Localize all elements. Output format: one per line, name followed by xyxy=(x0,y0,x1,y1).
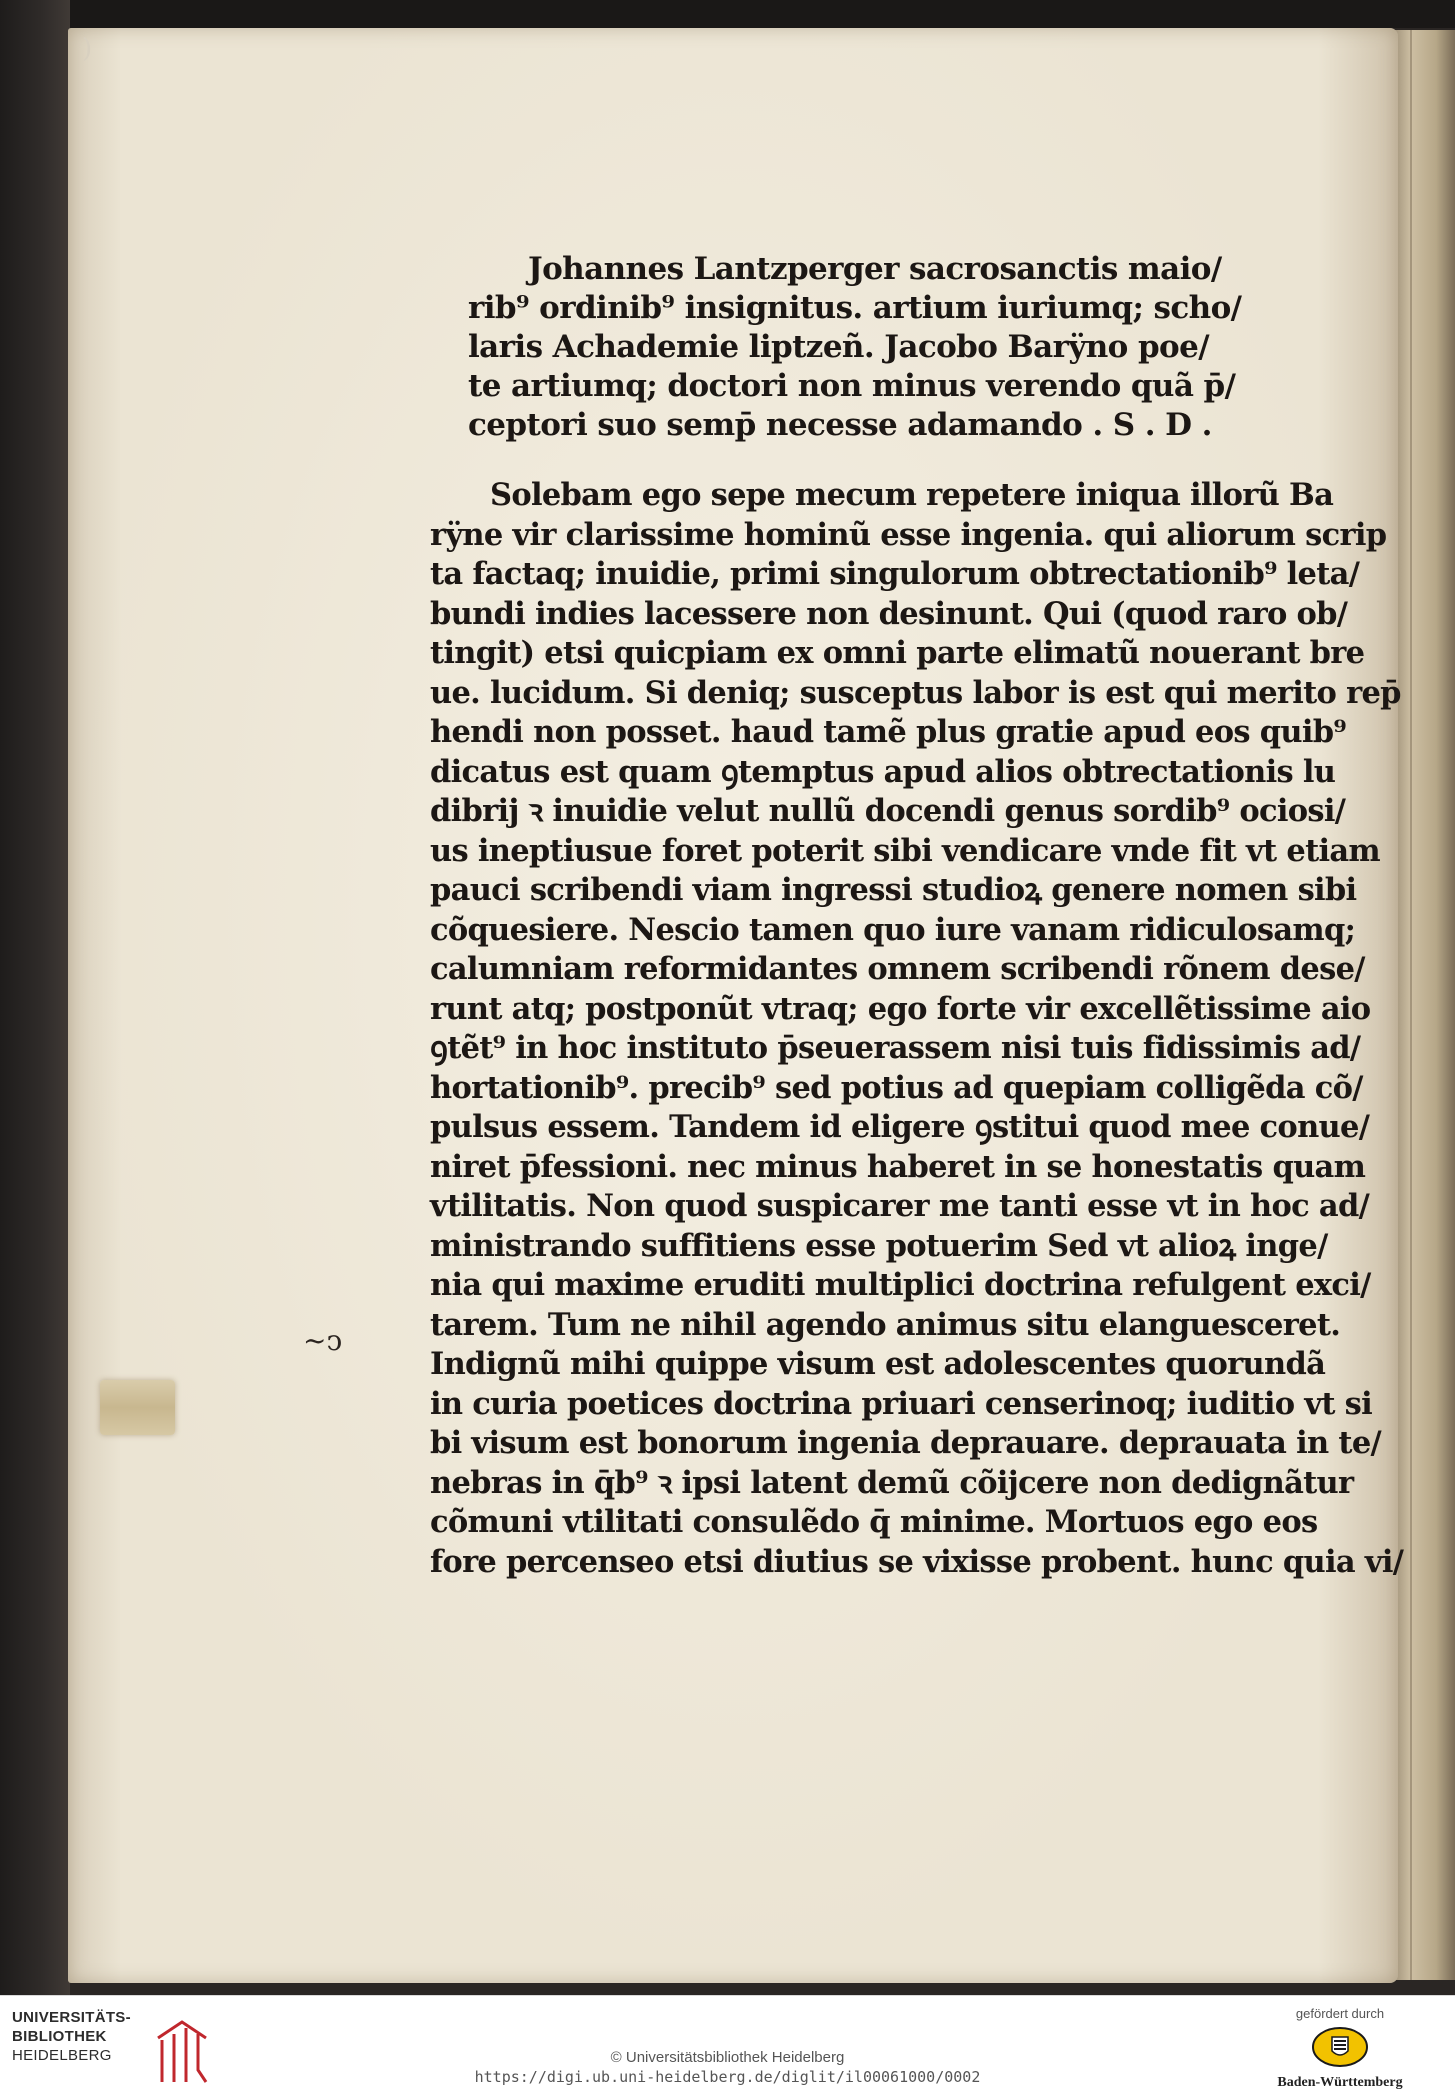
body-line: tingit) etsi quicpiam ex omni parte elimatũ nouerant bre xyxy=(430,635,1365,671)
body-line: bi visum est bonorum ingenia deprauare. deprauata in te/ xyxy=(430,1425,1381,1461)
body-line: pulsus essem. Tandem id eligere ꝯstitui quod mee conue/ xyxy=(430,1109,1370,1145)
body-line: hortationib⁹. precib⁹ sed potius ad quepiam colligẽda cõ/ xyxy=(430,1069,1363,1106)
body-line: ꝯtẽt⁹ in hoc instituto p̄seuerassem nisi tuis fidissimis ad/ xyxy=(430,1030,1361,1066)
body-line: ta factaq; inuidie, primi singulorum obtrectationib⁹ leta/ xyxy=(430,556,1360,592)
permalink-url[interactable]: https://digi.ub.uni-heidelberg.de/diglit/il00061000/0002 xyxy=(474,2068,981,2086)
dedication-line: ceptori suo semp̄ necesse adamando . S . D . xyxy=(468,407,1212,443)
body-line: ministrando suffitiens esse potuerim Sed vt alioꝝ inge/ xyxy=(430,1227,1328,1264)
body-line: niret p̄fessioni. nec minus haberet in se honestatis quam xyxy=(430,1148,1366,1185)
manuscript-page xyxy=(68,28,1404,1983)
body-line: dicatus est quam ꝯtemptus apud alios obtrectationis lu xyxy=(430,753,1336,790)
body-line: fore percenseo etsi diutius se vixisse probent. hunc quia vi/ xyxy=(430,1543,1404,1580)
body-line: Solebam ego sepe mecum repetere iniqua illorũ Ba xyxy=(490,477,1334,513)
book-cover-left xyxy=(0,0,70,1995)
body-line: ue. lucidum. Si deniq; susceptus labor is est qui merito rep̄ xyxy=(430,674,1401,711)
facing-page-edge xyxy=(1392,30,1455,1980)
margin-mark: ~ↄ xyxy=(303,1324,343,1357)
book-cover-top xyxy=(60,0,1455,28)
body-text-block xyxy=(430,476,1404,1582)
body-line: nebras in q̄b⁹ ꝛ ipsi latent demũ cõijcere non dedignãtur xyxy=(430,1464,1354,1501)
body-line: runt atq; postponũt vtraq; ego forte vir excellẽtissime aio xyxy=(430,990,1371,1027)
body-line: cõmuni vtilitati consulẽdo q̄ minime. Mortuos ego eos xyxy=(430,1504,1318,1540)
sponsor-name: Baden-Württemberg xyxy=(1277,2075,1403,2090)
body-line: us ineptiusue foret poterit sibi vendicare vnde fit vt etiam xyxy=(430,832,1380,869)
dedication-line: laris Achademie liptzeñ. Jacobo Barÿno poe/ xyxy=(468,329,1209,365)
library-name-line: BIBLIOTHEK xyxy=(12,2028,107,2045)
viewer-footer xyxy=(0,1995,1455,2100)
body-line: calumniam reformidantes omnem scribendi rõnem dese/ xyxy=(430,951,1365,987)
sponsor-block[interactable] xyxy=(1265,2006,1415,2091)
dedication-block xyxy=(468,250,1242,445)
footer-center xyxy=(0,2048,1455,2087)
sponsor-label: gefördert durch xyxy=(1295,2006,1385,2021)
baden-wuerttemberg-emblem-icon xyxy=(1310,2025,1370,2069)
body-line: Indignũ mihi quippe visum est adolescentes quorundã xyxy=(430,1346,1326,1382)
library-name-line: HEIDELBERG xyxy=(12,2047,112,2064)
paper-tab-stain xyxy=(100,1380,175,1435)
dedication-line: Johannes Lantzperger sacrosanctis maio/ xyxy=(528,251,1222,287)
dedication-line: te artiumq; doctori non minus verendo quã p̄/ xyxy=(468,368,1236,404)
library-name-line: UNIVERSITÄTS- xyxy=(12,2009,131,2026)
body-line: cõquesiere. Nescio tamen quo iure vanam ridiculosamq; xyxy=(430,911,1356,948)
dedication-line: rib⁹ ordinib⁹ insignitus. artium iuriumq; scho/ xyxy=(468,290,1242,326)
body-line: dibrij ꝛ inuidie velut nullũ docendi genus sordib⁹ ociosi/ xyxy=(430,793,1346,829)
body-line: nia qui maxime eruditi multiplici doctrina refulgent exci/ xyxy=(430,1267,1371,1303)
body-line: hendi non posset. haud tamẽ plus gratie apud eos quib⁹ xyxy=(430,714,1346,750)
copyright-text: © Universitätsbibliothek Heidelberg xyxy=(610,2049,845,2066)
body-line: pauci scribendi viam ingressi studioꝝ genere nomen sibi xyxy=(430,872,1357,908)
body-line: rÿne vir clarissime hominũ esse ingenia. qui aliorum scrip xyxy=(430,516,1387,553)
body-line: tarem. Tum ne nihil agendo animus situ elanguesceret. xyxy=(430,1306,1341,1343)
body-line: bundi indies lacessere non desinunt. Qui (quod raro ob/ xyxy=(430,595,1348,632)
body-line: in curia poetices doctrina priuari censerinoq; iuditio vt si xyxy=(430,1385,1373,1422)
body-line: vtilitatis. Non quod suspicarer me tanti esse vt in hoc ad/ xyxy=(430,1188,1370,1224)
corner-mark: ) xyxy=(82,34,93,64)
